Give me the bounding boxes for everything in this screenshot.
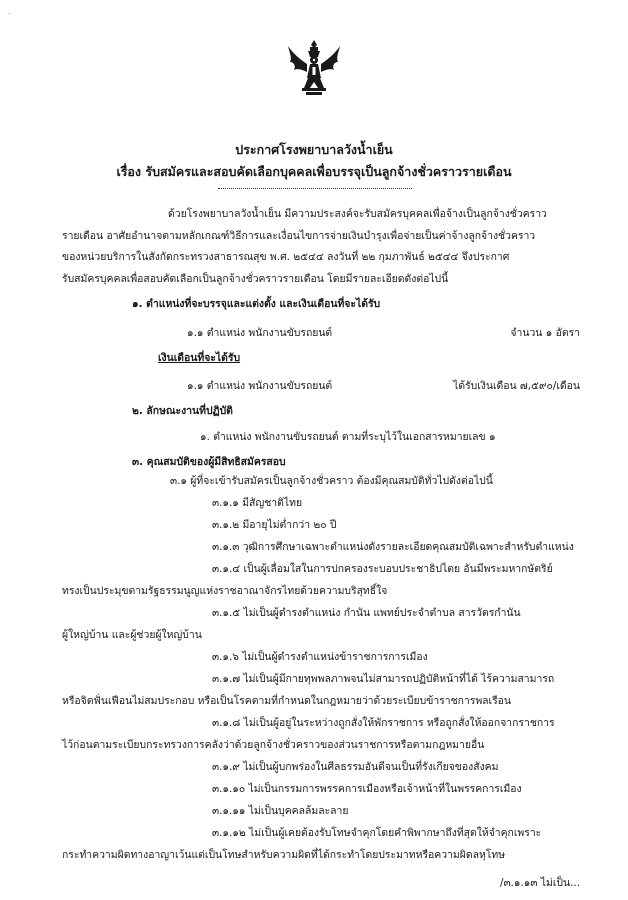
qualification-item: ๓.๑.๗ ไม่เป็นผู้มีกายทุพพลภาพจนไม่สามารถปฏิบัติหน้าที่ได้ ไร้ความสามารถ [212, 673, 555, 685]
qualification-item: ๓.๑.๖ ไม่เป็นผู้ดำรงตำแหน่งข้าราชการการเมือง [212, 651, 428, 663]
qualification-item-cont: ทรงเป็นประมุขตามรัฐธรรมนูญแห่งราชอาณาจักรไทยด้วยความบริสุทธิ์ใจ [62, 585, 388, 597]
qualification-item: ๓.๑.๔ เป็นผู้เลื่อมใสในการปกครองระบอบประชาธิปไตย อันมีพระมหากษัตริย์ [212, 563, 553, 575]
intro-line: ด้วยโรงพยาบาลวังน้ำเย็น มีความประสงค์จะรับสมัครบุคคลเพื่อจ้างเป็นลูกจ้างชั่วคราว [168, 208, 547, 220]
qualification-item-cont: ผู้ใหญ่บ้าน และผู้ช่วยผู้ใหญ่บ้าน [62, 629, 202, 641]
qualification-item: ๓.๑.๑๑ ไม่เป็นบุคคลล้มละลาย [212, 805, 349, 817]
qualification-item-cont: หรือจิตฟั่นเฟือนไม่สมประกอบ หรือเป็นโรคตามที่กำหนดในกฎหมายว่าด้วยระเบียบข้าราชการพลเรือน [62, 695, 512, 707]
announcement-subject: เรื่อง รับสมัครและสอบคัดเลือกบุคคลเพื่อบรรจุเป็นลูกจ้างชั่วคราวรายเดือน [116, 164, 512, 179]
section-heading: ๑. ตำแหน่งที่จะบรรจุและแต่งตั้ง และเงินเดือนที่จะได้รับ [132, 298, 381, 310]
announcement-title: ประกาศโรงพยาบาลวังน้ำเย็น [235, 142, 393, 157]
corner-mark: · [8, 10, 11, 18]
qualification-item: ๓.๑.๑๒ ไม่เป็นผู้เคยต้องรับโทษจำคุกโดยคำพิพากษาถึงที่สุดให้จำคุกเพราะ [212, 827, 542, 839]
intro-line: ของหน่วยบริการในสังกัดกระทรวงสาธารณสุข พ.ศ. ๒๕๔๔ ลงวันที่ ๒๒ กุมภาพันธ์ ๒๕๔๔ จึงประกาศ [62, 251, 510, 263]
duty-item: ๑. ตำแหน่ง พนักงานขับรถยนต์ ตามที่ระบุไว้ในเอกสารหมายเลข ๑ [200, 431, 496, 443]
intro-line: รับสมัครบุคคลเพื่อสอบคัดเลือกเป็นลูกจ้างชั่วคราวรายเดือน โดยมีรายละเอียดดังต่อไปนี้ [62, 273, 449, 285]
qualification-item-cont: กระทำความผิดทางอาญาเว้นแต่เป็นโทษสำหรับความผิดที่ได้กระทำโดยประมาทหรือความผิดลหุโทษ [62, 849, 506, 861]
qualification-item: ๓.๑.๘ ไม่เป็นผู้อยู่ในระหว่างถูกสั่งให้พักราชการ หรือถูกสั่งให้ออกจากราชการ [212, 717, 555, 729]
qualification-item-cont: ไว้ก่อนตามระเบียบกระทรวงการคลังว่าด้วยลูกจ้างชั่วคราวของส่วนราชการหรือตามกฎหมายอื่น [62, 739, 485, 751]
qualification-item: ๓.๑.๑๐ ไม่เป็นกรรมการพรรคการเมืองหรือเจ้าหน้าที่ในพรรคการเมือง [212, 783, 522, 795]
qualification-item: ๓.๑.๕ ไม่เป็นผู้ดำรงตำแหน่ง กำนัน แพทย์ประจำตำบล สารวัตรกำนัน [212, 607, 521, 619]
qualification-item: ๓.๑.๑ มีสัญชาติไทย [212, 497, 303, 509]
dotted-divider [218, 188, 412, 189]
qualification-intro: ๓.๑ ผู้ที่จะเข้ารับสมัครเป็นลูกจ้างชั่วคราว ต้องมีคุณสมบัติทั่วไปดังต่อไปนี้ [170, 475, 493, 487]
continuation-note: /๓.๑.๑๓ ไม่เป็น... [499, 877, 580, 889]
intro-line: รายเดือน อาศัยอำนาจตามหลักเกณฑ์วิธีการและเงื่อนไขการจ่ายเงินบำรุงเพื่อจ่ายเป็นค่าจ้างลูกจ้างชั่วคราว [62, 230, 536, 242]
salary-item: ๑.๑ ตำแหน่ง พนักงานขับรถยนต์ [187, 380, 333, 392]
qualification-item: ๓.๑.๓ วุฒิการศึกษาเฉพาะตำแหน่งดังรายละเอียดคุณสมบัติเฉพาะสำหรับตำแหน่ง [212, 541, 574, 553]
position-item: ๑.๑ ตำแหน่ง พนักงานขับรถยนต์ [187, 327, 333, 339]
section-heading: ๒. ลักษณะงานที่ปฏิบัติ [132, 405, 233, 417]
garuda-emblem-icon [286, 38, 342, 96]
qualification-item: ๓.๑.๒ มีอายุไม่ต่ำกว่า ๒๐ ปี [212, 519, 337, 531]
salary-value: ได้รับเงินเดือน ๗,๕๙๐/เดือน [453, 380, 580, 392]
section-heading: ๓. คุณสมบัติของผู้มีสิทธิสมัครสอบ [132, 456, 286, 468]
salary-heading: เงินเดือนที่จะได้รับ [158, 352, 241, 364]
position-count: จำนวน ๑ อัตรา [510, 327, 580, 339]
qualification-item: ๓.๑.๙ ไม่เป็นผู้บกพร่องในศีลธรรมอันดีจนเป็นที่รังเกียจของสังคม [212, 761, 499, 773]
